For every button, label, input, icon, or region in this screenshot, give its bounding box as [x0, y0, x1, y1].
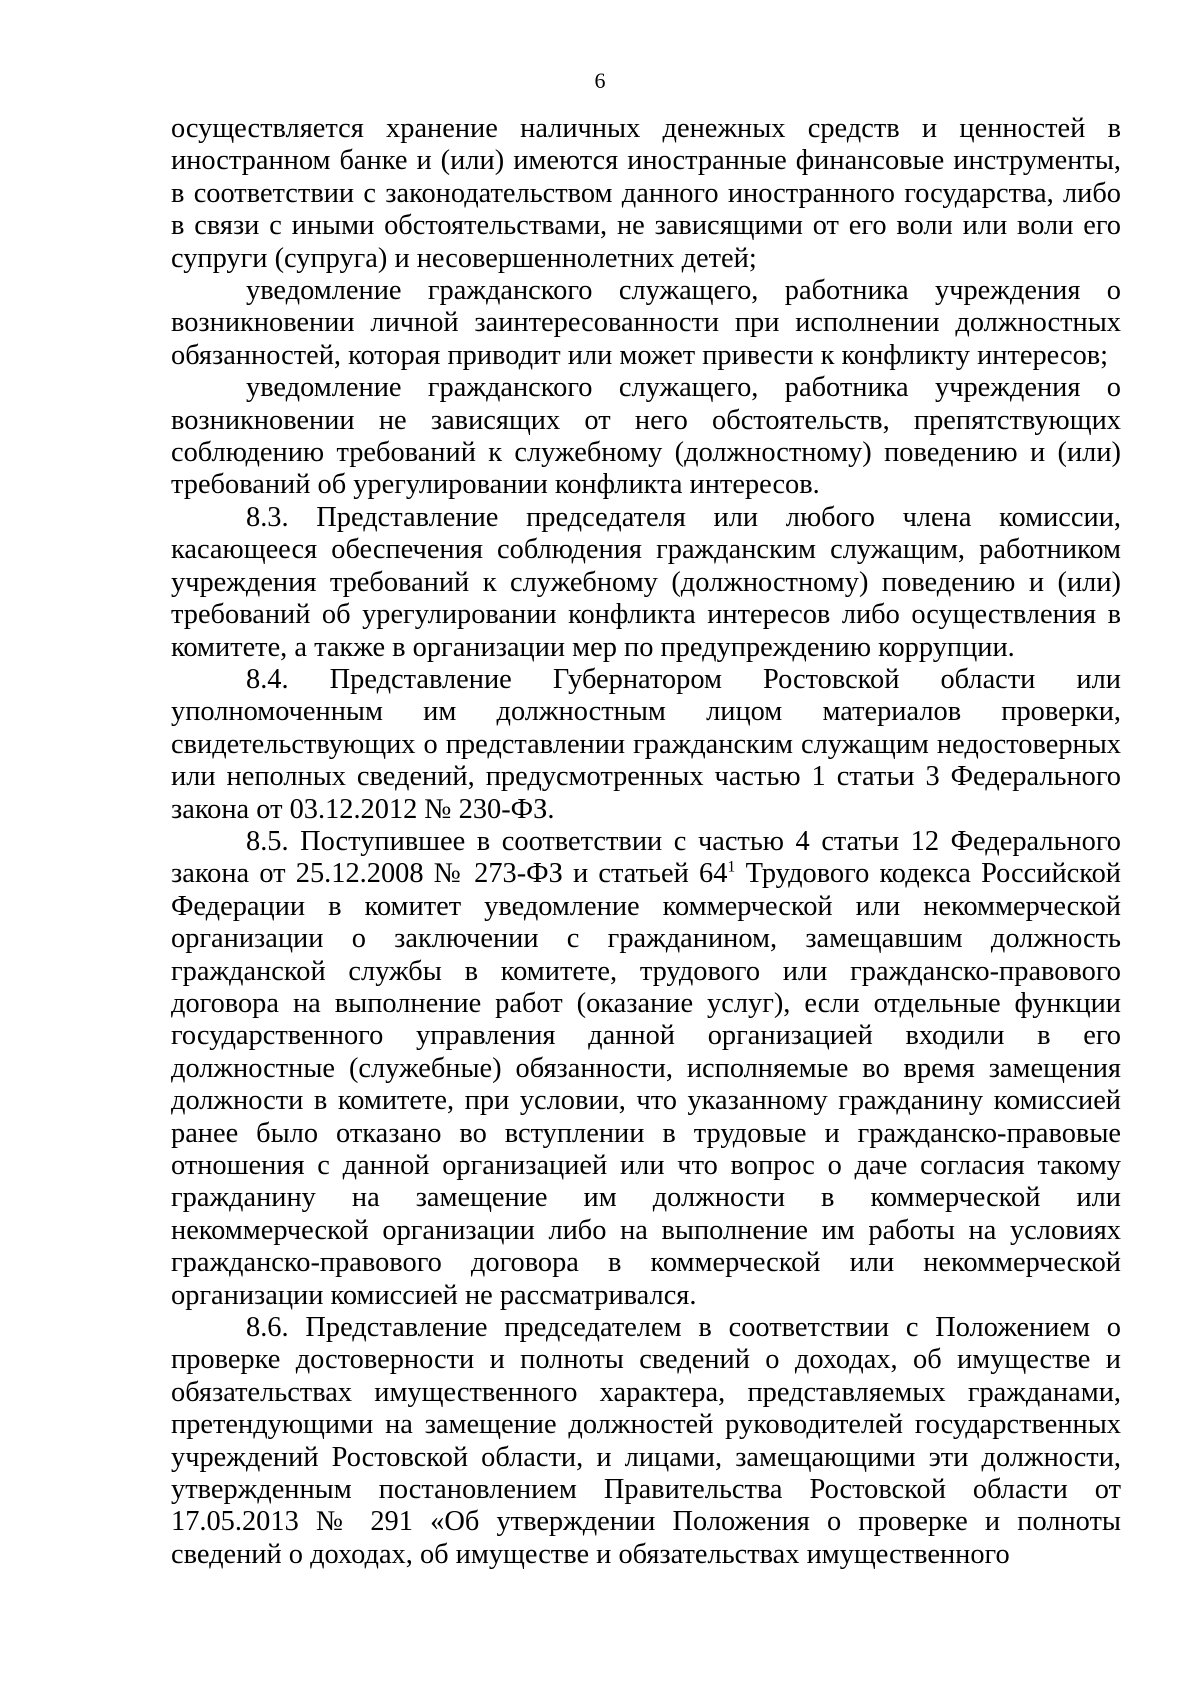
paragraph-8-5-text-start: 8.5. Поступившее в соответствии с частью 4 статьи 12 Федерального закона от 25.12.2008 № 273-ФЗ и статьей 64	[171, 825, 1121, 890]
paragraph-continuation: осуществляется хранение наличных денежных средств и ценностей в иностранном банке и (или) имеются иностранные финансовые инструменты, в соответствии с законодательством данного иностранного государства, либо в связи с иными обстоятельствами, не зависящими от его воли или воли его супруги (супруга) и несовершеннолетних детей;	[171, 113, 1121, 274]
paragraph-8-3: 8.3. Представление председателя или любого члена комиссии, касающееся обеспечения соблюдения гражданским служащим, работником учреждения требований к служебному (должностному) поведению и (или) требований об урегулировании конфликта интересов либо осуществления в комитете, а также в организации мер по предупреждению коррупции.	[171, 501, 1121, 663]
paragraph-notice-personal-interest: уведомление гражданского служащего, работника учреждения о возникновении личной заинтересованности при исполнении должностных обязанностей, которая приводит или может привести к конфликту интересов;	[171, 275, 1121, 371]
paragraph-8-4: 8.4. Представление Губернатором Ростовской области или уполномоченным им должностным лицом материалов проверки, свидетельствующих о представлении гражданским служащим недостоверных или неполных сведений, предусмотренных частью 1 статьи 3 Федерального закона от 03.12.2012 № 230-ФЗ.	[171, 663, 1121, 825]
paragraph-8-5	[171, 826, 1121, 1312]
paragraph-8-6: 8.6. Представление председателем в соответствии с Положением о проверке достоверности и полноты сведений о доходах, об имуществе и обязательствах имущественного характера, представляемых гражданами, претендующими на замещение должностей руководителей государственных учреждений Ростовской области, и лицами, замещающими эти должности, утвержденным постановлением Правительства Ростовской области от 17.05.2013 № 291 «Об утверждении Положения о проверке и полноты сведений о доходах, об имуществе и обязательствах имущественного	[171, 1312, 1121, 1570]
document-body	[171, 113, 1121, 1571]
page-number: 6	[594, 68, 606, 93]
paragraph-8-5-text-end: Трудового кодекса Российской Федерации в комитет уведомление коммерческой или некоммерческой организации о заключении с гражданином, замещавшим должность гражданской службы в комитете, трудового или гражданско-правового договора на выполнение работ (оказание услуг), если отдельные функции государственного управления данной организацией входили в его должностные (служебные) обязанности, исполняемые во время замещения должности в комитете, при условии, что указанному гражданину комиссией ранее было отказано во вступлении в трудовые и гражданско-правовые отношения с данной организацией или что вопрос о даче согласия такому гражданину на замещение им должности в коммерческой или некоммерческой организации либо на выполнение им работы на условиях гражданско-правового договора в коммерческой или некоммерческой организации комиссией не рассматривался.	[171, 858, 1121, 1311]
paragraph-notice-circumstances: уведомление гражданского служащего, работника учреждения о возникновении не зависящих от него обстоятельств, препятствующих соблюдению требований к служебному (должностному) поведению и (или) требований об урегулировании конфликта интересов.	[171, 372, 1121, 501]
superscript-article-index: 1	[727, 858, 736, 876]
